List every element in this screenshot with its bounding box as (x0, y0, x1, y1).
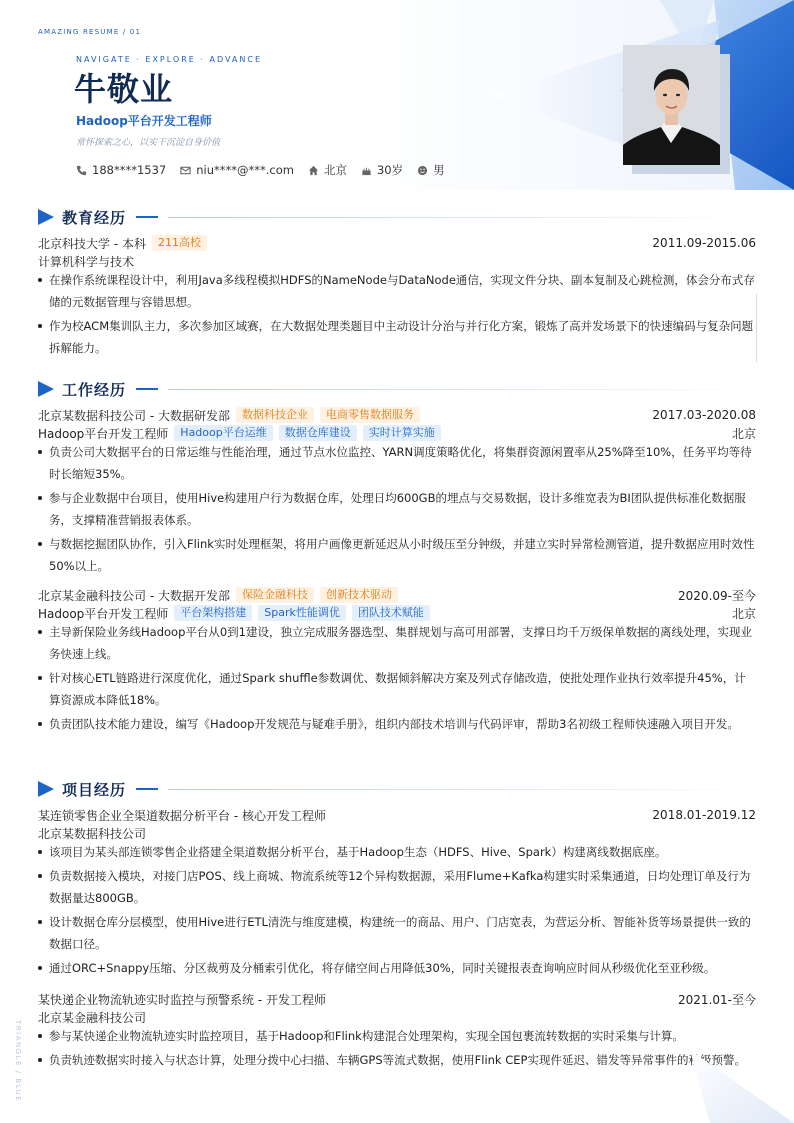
list-item: 该项目为某头部连锁零售企业搭建全渠道数据分析平台，基于Hadoop生态（HDFS、Hive、Spark）构建离线数据底座。 (38, 841, 756, 863)
section-divider (168, 217, 758, 218)
project-period: 2018.01-2019.12 (652, 808, 756, 822)
job-bullets (38, 441, 756, 579)
list-item: 主导新保险业务线Hadoop平台从0到1建设，独立完成服务器选型、集群规划与高可用部署，支撑日均千万级保单数据的离线处理，实现业务快速上线。 (38, 621, 756, 665)
skill-tag: 实时计算实施 (363, 425, 441, 441)
cake-icon (361, 165, 372, 176)
portrait-image (623, 45, 720, 165)
resume-header (0, 0, 794, 190)
list-item: 在操作系统课程设计中，利用Java多线程模拟HDFS的NameNode与DataNode通信，实现文件分块、副本复制及心跳检测，体会分布式存储的元数据管理与容错思想。 (38, 269, 756, 313)
project-name: 某快递企业物流轨迹实时监控与预警系统 - 开发工程师 (38, 992, 326, 1007)
eyebrow-label: AMAZING RESUME / 01 (38, 28, 142, 36)
gender-text: 男 (433, 163, 445, 177)
job-period: 2017.03-2020.08 (652, 408, 756, 422)
project-header (38, 807, 756, 823)
school-name: 北京科技大学 - 本科 (38, 236, 146, 251)
company-tag: 电商零售数据服务 (320, 407, 420, 423)
job-role: Hadoop平台开发工程师 (38, 426, 169, 441)
side-vertical-label: TRIANGLE / BLUE (14, 1020, 22, 1103)
company-tag: 数据科技企业 (236, 407, 314, 423)
project-name: 某连锁零售企业全渠道数据分析平台 - 核心开发工程师 (38, 808, 326, 823)
job-period: 2020.09-至今 (678, 588, 756, 603)
contact-email (180, 163, 294, 177)
motto: 常怀探索之心，以实干沉淀自身价值 (76, 138, 221, 148)
school-tag: 211高校 (152, 235, 207, 251)
section-projects (38, 779, 758, 799)
job-bullets (38, 621, 756, 737)
job-role-row (38, 425, 756, 441)
list-item: 负责公司大数据平台的日常运维与性能治理，通过节点水位监控、YARN调度策略优化，将集群资源闲置率从25%降至10%，任务平均等待时长缩短35%。 (38, 441, 756, 485)
section-work (38, 379, 758, 399)
age-text: 30岁 (376, 163, 404, 177)
project-company: 北京某数据科技公司 (38, 826, 147, 841)
email-text: niu****@***.com (196, 163, 294, 177)
project-header (38, 991, 756, 1007)
major-row (38, 253, 756, 269)
company-name: 北京某金融科技公司 - 大数据开发部 (38, 588, 230, 603)
section-dash (136, 788, 158, 790)
list-item: 参与企业数据中台项目，使用Hive构建用户行为数据仓库，处理日均600GB的埋点与交易数据，设计多维宽表为BI团队提供标准化数据服务，支撑精准营销报表体系。 (38, 487, 756, 531)
education-period: 2011.09-2015.06 (652, 236, 756, 250)
footer-triangle-decoration (690, 1050, 794, 1123)
company-tag: 保险金融科技 (236, 587, 314, 603)
section-education (38, 207, 758, 227)
education-header (38, 235, 756, 251)
education-bullets (38, 269, 756, 361)
contact-age (361, 162, 403, 178)
contact-phone (76, 163, 166, 177)
list-item: 通过ORC+Snappy压缩、分区裁剪及分桶索引优化，将存储空间占用降低30%，同时关键报表查询响应时间从秒级优化至亚秒级。 (38, 957, 756, 979)
section-dash (136, 388, 158, 390)
section-title: 项目经历 (62, 780, 127, 799)
skill-tag: 平台架构搭建 (174, 605, 252, 621)
section-title: 工作经历 (62, 380, 127, 399)
company-tag: 创新技术驱动 (320, 587, 398, 603)
contact-list (76, 162, 445, 178)
play-arrow-icon (38, 781, 54, 797)
list-item: 作为校ACM集训队主力，多次参加区域赛，在大数据处理类题目中主动设计分治与并行化方案，锻炼了高并发场景下的快速编码与复杂问题拆解能力。 (38, 315, 756, 359)
decorative-bar (756, 294, 757, 362)
smile-icon (417, 165, 428, 176)
candidate-name: 牛敬业 (74, 70, 174, 108)
project-period: 2021.01-至今 (678, 992, 756, 1007)
project-bullets (38, 1025, 756, 1073)
job-header (38, 587, 756, 603)
city-text: 北京 (323, 163, 347, 177)
skill-tag: 团队技术赋能 (352, 605, 430, 621)
nav-tagline: NAVIGATE · EXPLORE · ADVANCE (76, 55, 263, 64)
play-arrow-icon (38, 381, 54, 397)
list-item: 负责数据接入模块，对接门店POS、线上商城、物流系统等12个异构数据源，采用Flume+Kafka构建实时采集通道，日均处理订单及行为数据量达800GB。 (38, 865, 756, 909)
mail-icon (180, 165, 191, 176)
job-header (38, 407, 756, 423)
job-title: Hadoop平台开发工程师 (76, 114, 212, 128)
project-bullets (38, 841, 756, 981)
phone-icon (76, 165, 87, 176)
job-city: 北京 (731, 606, 756, 621)
list-item: 设计数据仓库分层模型，使用Hive进行ETL清洗与维度建模，构建统一的商品、用户、门店宽表，为营运分析、智能补货等场景提供一致的数据口径。 (38, 911, 756, 955)
list-item: 负责轨迹数据实时接入与状态计算，处理分拨中心扫描、车辆GPS等流式数据，使用Flink CEP实现件延迟、错发等异常事件的秒级预警。 (38, 1049, 756, 1071)
list-item: 针对核心ETL链路进行深度优化，通过Spark shuffle参数调优、数据倾斜解决方案及列式存储改造，使批处理作业执行效率提升45%，计算资源成本降低18%。 (38, 667, 756, 711)
job-role: Hadoop平台开发工程师 (38, 606, 169, 621)
job-city: 北京 (731, 426, 756, 441)
section-title: 教育经历 (62, 208, 127, 227)
home-icon (308, 165, 319, 176)
project-company: 北京某金融科技公司 (38, 1010, 147, 1025)
list-item: 负责团队技术能力建设，编写《Hadoop开发规范与疑难手册》，组织内部技术培训与代码评审，帮助3名初级工程师快速融入项目开发。 (38, 713, 756, 735)
section-dash (136, 216, 158, 218)
play-arrow-icon (38, 209, 54, 225)
phone-text: 188****1537 (92, 163, 167, 177)
company-name: 北京某数据科技公司 - 大数据研发部 (38, 408, 230, 423)
skill-tag: Spark性能调优 (258, 605, 346, 621)
portrait-photo (623, 45, 720, 165)
skill-tag: 数据仓库建设 (279, 425, 357, 441)
job-role-row (38, 605, 756, 621)
list-item: 参与某快递企业物流轨迹实时监控项目，基于Hadoop和Flink构建混合处理架构，实现全国包裹流转数据的实时采集与计算。 (38, 1025, 756, 1047)
contact-gender (417, 162, 445, 178)
section-divider (168, 789, 758, 790)
contact-city (308, 162, 347, 178)
project-company-row (38, 825, 756, 841)
skill-tag: Hadoop平台运维 (174, 425, 272, 441)
section-divider (168, 389, 758, 390)
project-company-row (38, 1009, 756, 1025)
list-item: 与数据挖掘团队协作，引入Flink实时处理框架，将用户画像更新延迟从小时级压至分钟级，并建立实时异常检测管道，提升数据应用时效性50%以上。 (38, 533, 756, 577)
major: 计算机科学与技术 (38, 254, 135, 269)
